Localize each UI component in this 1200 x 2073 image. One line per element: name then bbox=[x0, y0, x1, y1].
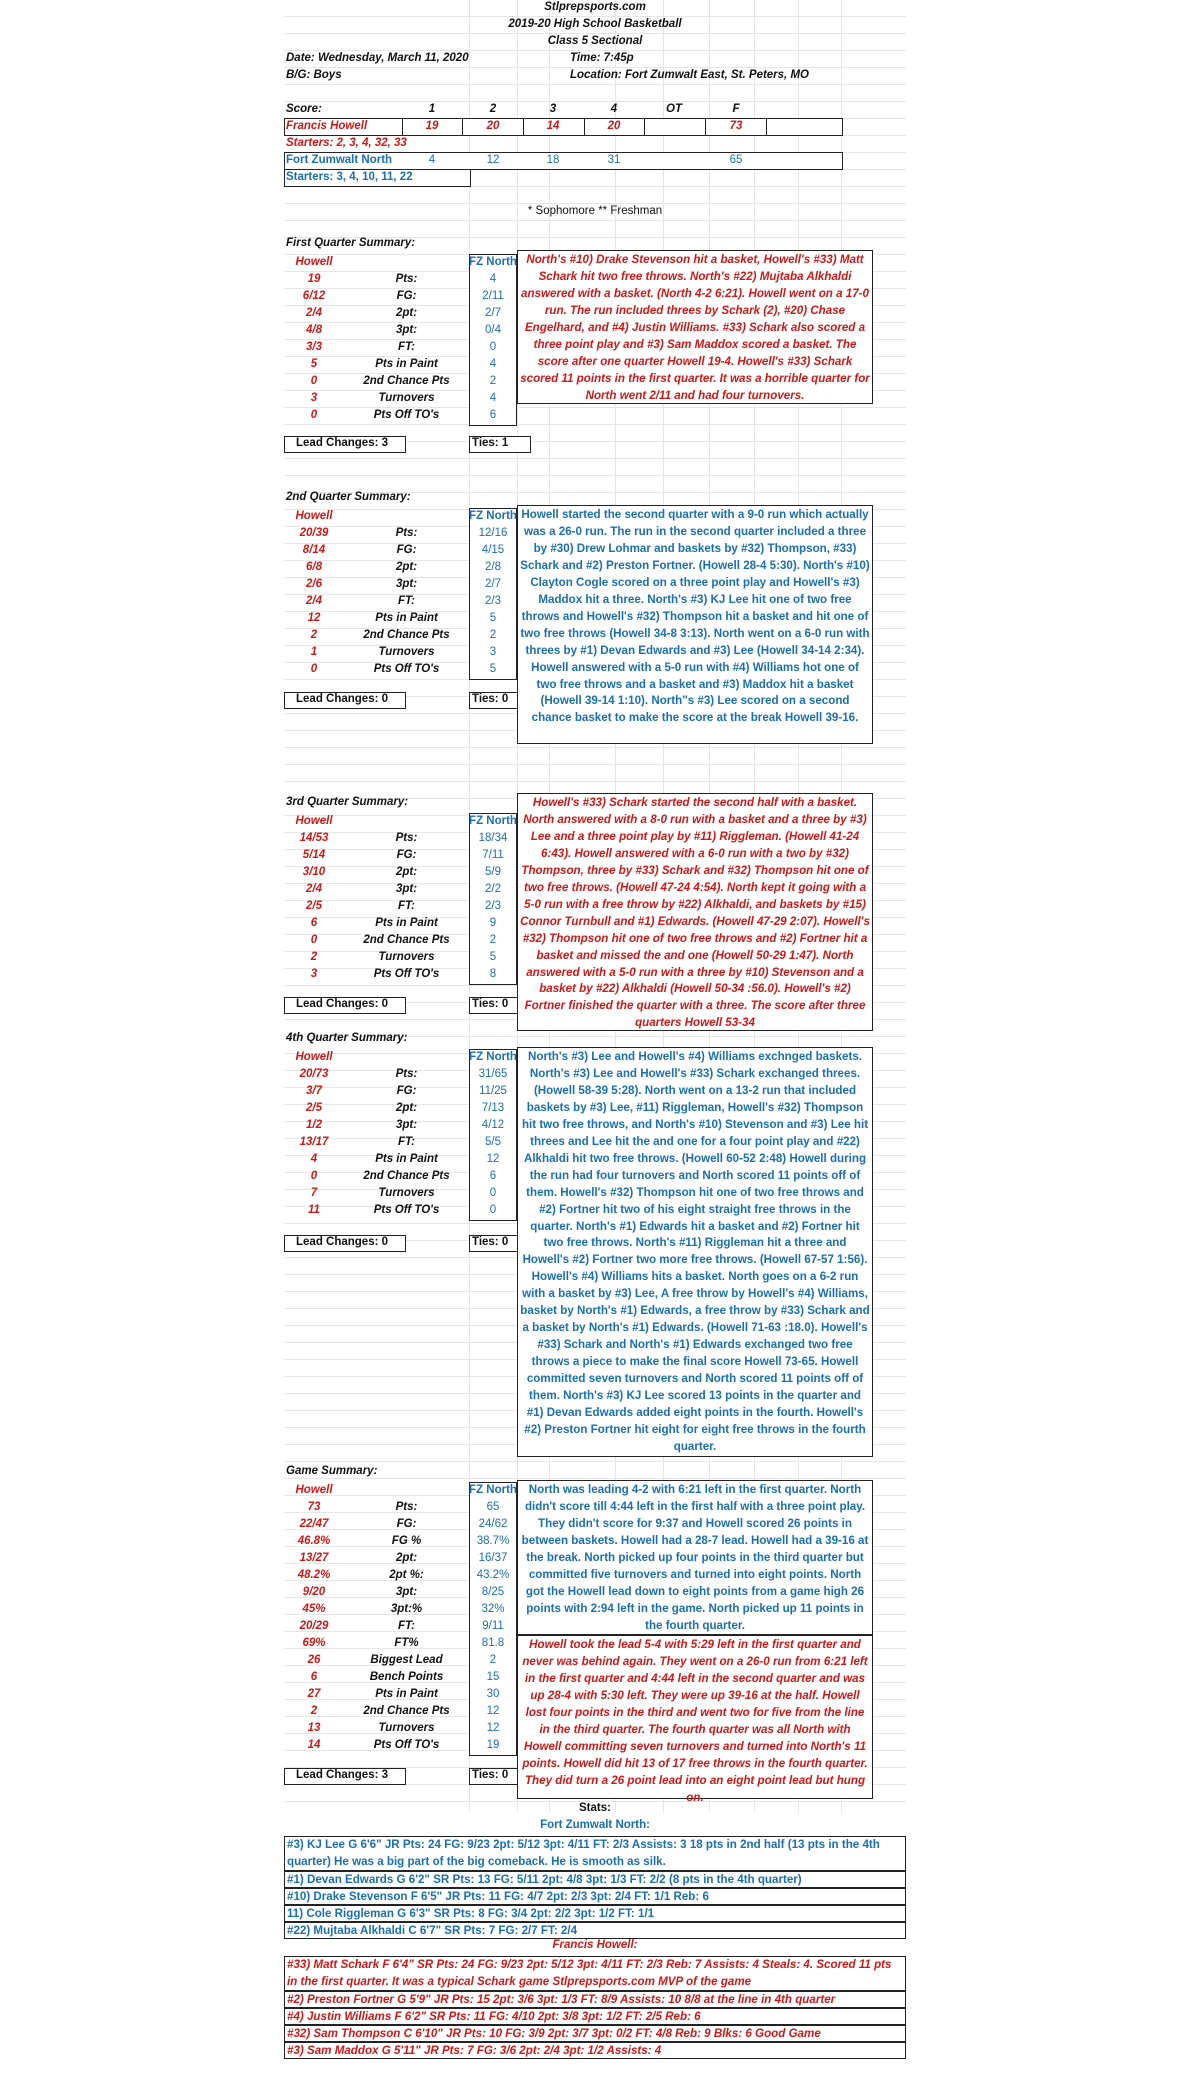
lead-changes: Lead Changes: 3 bbox=[296, 437, 389, 449]
player-stat-line: #32) Sam Thompson C 6'10" JR Pts: 10 FG: 3/9 2pt: 3/7 3pt: 0/2 FT: 4/8 Reb: 9 Blks: 6 Good Game bbox=[284, 2025, 906, 2042]
fz-north-stat-value: 2 bbox=[489, 629, 497, 641]
grid-row-line bbox=[284, 407, 906, 408]
stat-label: Bench Points bbox=[369, 1671, 444, 1683]
stat-label: Pts in Paint bbox=[375, 358, 438, 370]
home-starters: Starters: 2, 3, 4, 32, 33 bbox=[286, 137, 407, 149]
howell-stat-value: 2 bbox=[310, 629, 318, 641]
fz-north-stat-value: 6 bbox=[489, 409, 497, 421]
howell-stat-value: 3/3 bbox=[306, 341, 322, 353]
stat-label: Pts Off TO's bbox=[373, 1739, 440, 1751]
howell-stat-value: 13 bbox=[307, 1722, 321, 1734]
howell-stat-value: 20/29 bbox=[299, 1620, 329, 1632]
lead-changes: Lead Changes: 3 bbox=[296, 1769, 389, 1781]
howell-stat-value: 3 bbox=[310, 968, 318, 980]
grid-row-line bbox=[284, 747, 906, 748]
stat-label: 2nd Chance Pts bbox=[363, 375, 450, 387]
gender: B/G: Boys bbox=[286, 69, 342, 81]
howell-stat-value: 2/4 bbox=[306, 307, 322, 319]
q2-title: 2nd Quarter Summary: bbox=[286, 491, 411, 503]
howell-stat-value: 20/39 bbox=[299, 527, 329, 539]
game-summary-paragraph: North was leading 4-2 with 6:21 left in the first quarter. North didn't score till 4:44 left in the first half with a three point play. They didn't score for 9:37 and Howell scored 26 points in between baskets. Howell had a 28-7 lead. Howell had a 39-16 at the break. North picked up four points in the third quarter but committed five turnovers and turned into eight points. North got the Howell lead down to eight points from a game high 26 points with 2:94 left in the game. North picked up 11 points in the fourth quarter. bbox=[517, 1480, 873, 1635]
fz-north-stat-value: 43.2% bbox=[476, 1569, 510, 1581]
stat-label: FG % bbox=[391, 1535, 422, 1547]
howell-stat-value: 2/5 bbox=[306, 900, 322, 912]
fz-north-stat-value: 81.8 bbox=[481, 1637, 505, 1649]
class-title: Class 5 Sectional bbox=[547, 35, 643, 47]
howell-stat-value: 14/53 bbox=[299, 832, 329, 844]
grid-row-line bbox=[284, 50, 906, 51]
game-title: Game Summary: bbox=[286, 1465, 378, 1477]
stat-label: Pts: bbox=[395, 1068, 418, 1080]
howell-stat-value: 2/6 bbox=[306, 578, 322, 590]
stat-label: Pts Off TO's bbox=[373, 968, 440, 980]
box-score-sheet bbox=[284, 0, 906, 2073]
q3-summary-paragraph: Howell's #33) Schark started the second half with a basket. North answered with a 8-0 run with a basket and a three by #3) Lee and a three point play by #11) Riggleman. (Howell 41-24 6:43). Howell answered with a 6-0 run with a two by #32) Thompson, three by #33) Schark and #32) Thompson hit one of two free throws. (Howell 47-24 4:54). North kept it going with a 5-0 run with a free throw by #22) Alkhaldi, and baskets by #15) Connor Turnbull and #1) Edwards. (Howell 47-29 2:07). Howell's #32) Thompson hit one of two free throws and #2) Fortner hit a basket and missed the and one (Howell 50-29 1:47). North answered with a 5-0 run with a three by #10) Stevenson and a basket by #22) Alkhaldi (Howell 50-34 :56.0). Howell's #2) Fortner finished the quarter with a three. The score after three quarters Howell 53-34 bbox=[517, 793, 873, 1031]
grid-row-line bbox=[284, 475, 906, 476]
fz-north-stat-value: 2 bbox=[489, 375, 497, 387]
game-time: Time: 7:45p bbox=[570, 52, 634, 64]
stat-label: 2pt: bbox=[395, 1102, 418, 1114]
fz-north-stat-value: 2/7 bbox=[485, 578, 501, 590]
stat-label: 3pt: bbox=[395, 1586, 418, 1598]
stat-label: Turnovers bbox=[378, 646, 435, 658]
stat-label: 2nd Chance Pts bbox=[363, 1705, 450, 1717]
howell-stat-value: 3/7 bbox=[306, 1085, 322, 1097]
fz-north-stat-value: 7/11 bbox=[482, 849, 504, 861]
fz-north-stat-value: 12 bbox=[486, 1153, 500, 1165]
howell-stat-value: 19 bbox=[307, 273, 321, 285]
stat-label: 3pt:% bbox=[390, 1603, 423, 1615]
stat-label: Pts in Paint bbox=[375, 1153, 438, 1165]
fz-north-stat-value: 4/15 bbox=[481, 544, 505, 556]
score-cell-divider bbox=[523, 118, 524, 135]
home-period-score: 20 bbox=[607, 120, 621, 132]
fz-north-stat-value: 2/7 bbox=[485, 307, 501, 319]
fz-north-stat-value: 30 bbox=[486, 1688, 500, 1700]
fz-north-stat-value: 8 bbox=[489, 968, 497, 980]
fz-north-stat-value: 19 bbox=[486, 1739, 500, 1751]
stat-label: Pts Off TO's bbox=[373, 663, 440, 675]
fz-north-stat-value: 2/2 bbox=[485, 883, 501, 895]
howell-stat-value: 1 bbox=[310, 646, 318, 658]
fz-north-stat-value: 0 bbox=[489, 341, 497, 353]
q1-title: First Quarter Summary: bbox=[286, 237, 416, 249]
howell-stat-value: 48.2% bbox=[297, 1569, 331, 1581]
howell-stat-value: 9/20 bbox=[302, 1586, 326, 1598]
stat-label: FG: bbox=[396, 849, 417, 861]
stat-label: 2pt: bbox=[395, 307, 418, 319]
fz-north-stat-value: 11/25 bbox=[479, 1085, 507, 1097]
fz-north-stat-value: 31/65 bbox=[478, 1068, 508, 1080]
player-stat-line: #22) Mujtaba Alkhaldi C 6'7" SR Pts: 7 FG: 2/7 FT: 2/4 bbox=[284, 1922, 906, 1939]
howell-stat-value: 46.8% bbox=[297, 1535, 331, 1547]
home-period-score: 19 bbox=[425, 120, 439, 132]
grid-row-line bbox=[284, 220, 906, 221]
stat-label: Turnovers bbox=[378, 1722, 435, 1734]
stat-label: 2nd Chance Pts bbox=[363, 629, 450, 641]
fz-north-stat-value: 2/3 bbox=[485, 900, 501, 912]
fz-north-stat-value: 5/9 bbox=[485, 866, 501, 878]
fz-north-stat-value: 24/62 bbox=[478, 1518, 508, 1530]
howell-stats-title: Francis Howell: bbox=[552, 1939, 638, 1951]
stat-label: FG: bbox=[396, 290, 417, 302]
ties: Ties: 1 bbox=[472, 437, 509, 449]
howell-stat-value: 4/8 bbox=[306, 324, 322, 336]
howell-stat-value: 12 bbox=[307, 612, 321, 624]
stat-label: Pts in Paint bbox=[375, 917, 438, 929]
howell-stat-value: 0 bbox=[310, 663, 318, 675]
player-stat-line: #3) Sam Maddox G 5'11" JR Pts: 7 FG: 3/6 2pt: 2/4 3pt: 1/2 Assists: 4 bbox=[284, 2042, 906, 2059]
site-title: Stlprepsports.com bbox=[544, 1, 646, 13]
stat-label: Pts: bbox=[395, 832, 418, 844]
stat-label: FG: bbox=[396, 1085, 417, 1097]
howell-column-header: Howell bbox=[295, 1484, 333, 1496]
fz-north-stat-value: 12 bbox=[486, 1705, 500, 1717]
fz-north-stat-value: 4 bbox=[489, 392, 497, 404]
fz-north-stat-value: 18/34 bbox=[478, 832, 508, 844]
stat-label: 3pt: bbox=[395, 883, 418, 895]
ties: Ties: 0 bbox=[472, 1236, 509, 1248]
location: Location: Fort Zumwalt East, St. Peters, MO bbox=[570, 69, 809, 81]
stat-label: FT% bbox=[394, 1637, 419, 1649]
stat-label: 2pt: bbox=[395, 1552, 418, 1564]
howell-stat-value: 0 bbox=[310, 409, 318, 421]
stat-label: 2nd Chance Pts bbox=[363, 1170, 450, 1182]
howell-stat-value: 2 bbox=[310, 951, 318, 963]
player-stat-line: #33) Matt Schark F 6'4" SR Pts: 24 FG: 9/23 2pt: 5/12 3pt: 4/11 FT: 2/3 Reb: 7 Assists: 4 Steals: 4. Scored 11 pts in the first quarter. It was a typical Schark game Stlprepsports.com MVP of the game bbox=[284, 1956, 906, 1991]
fz-north-stat-value: 5 bbox=[489, 951, 497, 963]
howell-stat-value: 13/17 bbox=[299, 1136, 329, 1148]
howell-stat-value: 0 bbox=[310, 375, 318, 387]
stat-label: Pts: bbox=[395, 1501, 418, 1513]
fz-north-stat-value: 12/16 bbox=[478, 527, 508, 539]
score-column-header: F bbox=[732, 103, 740, 115]
howell-stat-value: 73 bbox=[307, 1501, 321, 1513]
howell-stat-value: 5/14 bbox=[302, 849, 326, 861]
stats-title: Stats: bbox=[579, 1802, 611, 1814]
fz-north-stat-value: 9/11 bbox=[482, 1620, 504, 1632]
score-column-header: 3 bbox=[549, 103, 557, 115]
howell-stat-value: 6/8 bbox=[306, 561, 322, 573]
stat-label: Pts Off TO's bbox=[373, 1204, 440, 1216]
fz-north-stat-value: 38.7% bbox=[476, 1535, 510, 1547]
howell-stat-value: 22/47 bbox=[299, 1518, 329, 1530]
howell-stat-value: 69% bbox=[302, 1637, 326, 1649]
fz-north-stat-value: 16/37 bbox=[478, 1552, 508, 1564]
stat-label: Turnovers bbox=[378, 392, 435, 404]
away-period-score: 12 bbox=[486, 154, 500, 166]
howell-stat-value: 2/4 bbox=[306, 595, 322, 607]
howell-stat-value: 6 bbox=[310, 917, 318, 929]
away-period-score: 65 bbox=[729, 154, 743, 166]
grid-row-line bbox=[284, 84, 906, 85]
grid-row-line bbox=[284, 458, 906, 459]
howell-stat-value: 6/12 bbox=[302, 290, 326, 302]
lead-changes: Lead Changes: 0 bbox=[296, 1236, 389, 1248]
stat-label: Turnovers bbox=[378, 1187, 435, 1199]
stat-label: FG: bbox=[396, 544, 417, 556]
stat-label: Pts in Paint bbox=[375, 612, 438, 624]
home-period-score: 20 bbox=[486, 120, 500, 132]
howell-column-header: Howell bbox=[295, 510, 333, 522]
stat-label: FT: bbox=[397, 595, 416, 607]
score-label: Score: bbox=[286, 103, 322, 115]
north-stats-title: Fort Zumwalt North: bbox=[540, 1819, 650, 1831]
stat-label: FT: bbox=[397, 900, 416, 912]
fz-north-stat-value: 5 bbox=[489, 663, 497, 675]
fz-north-stat-value: 6 bbox=[489, 1170, 497, 1182]
lead-changes: Lead Changes: 0 bbox=[296, 693, 389, 705]
fz-north-column-header: FZ North bbox=[469, 815, 517, 827]
fz-north-stat-value: 0/4 bbox=[485, 324, 501, 336]
score-cell-divider bbox=[462, 118, 463, 135]
fz-north-stat-value: 7/13 bbox=[481, 1102, 505, 1114]
howell-stat-value: 27 bbox=[307, 1688, 321, 1700]
stat-label: 3pt: bbox=[395, 578, 418, 590]
away-starters: Starters: 3, 4, 10, 11, 22 bbox=[286, 171, 413, 183]
howell-stat-value: 7 bbox=[310, 1187, 318, 1199]
season-title: 2019-20 High School Basketball bbox=[508, 18, 682, 30]
howell-stat-value: 2 bbox=[310, 1705, 318, 1717]
fz-north-stat-value: 2/3 bbox=[485, 595, 501, 607]
fz-north-stat-value: 5/5 bbox=[485, 1136, 501, 1148]
howell-stat-value: 3/10 bbox=[302, 866, 326, 878]
away-period-score: 4 bbox=[428, 154, 436, 166]
home-period-score: 14 bbox=[546, 120, 560, 132]
q2-summary-paragraph: Howell started the second quarter with a 9-0 run which actually was a 26-0 run. The run in the second quarter included a three by #30) Drew Lohmar and baskets by #32) Thompson, #33) Schark and #2) Preston Fortner. (Howell 28-4 5:30). North's #10) Clayton Cogle scored on a three point play and Howell's #3) Maddox hit a three. North's #3) KJ Lee hit one of two free throws and Howell's #32) Thompson hit a basket and hit one of two free throws (Howell 34-8 3:13). North went on a 6-0 run with threes by #1) Devan Edwards and #3) Lee (Howell 34-14 2:34). Howell answered with a 5-0 run with #4) Williams hot one of two free throws and a basket and #3) Maddox hit a basket (Howell 39-14 1:10). North"s #3) Lee scored on a second chance basket to make the score at the break Howell 39-16. bbox=[517, 505, 873, 744]
howell-stat-value: 14 bbox=[307, 1739, 321, 1751]
stat-label: 2pt: bbox=[395, 561, 418, 573]
grid-row-line bbox=[284, 424, 906, 425]
player-stat-line: #3) KJ Lee G 6'6" JR Pts: 24 FG: 9/23 2pt: 5/12 3pt: 4/11 FT: 2/3 Assists: 3 18 pts in 2nd half (13 pts in the 4th quarter) He was a big part of the big comeback. He is smooth as silk. bbox=[284, 1836, 906, 1871]
fz-north-column-header: FZ North bbox=[469, 1484, 517, 1496]
howell-stat-value: 1/2 bbox=[306, 1119, 322, 1131]
fz-north-stat-value: 3 bbox=[489, 646, 497, 658]
stat-label: Pts: bbox=[395, 527, 418, 539]
q4-summary-paragraph: North's #3) Lee and Howell's #4) Williams exchnged baskets. North's #3) Lee and Howell's #33) Schark exchanged threes. (Howell 58-39 5:28). North went on a 13-2 run that included baskets by #3) Lee, #11) Riggleman, Howell's #32) Thompson hit two free throws, and North's #10) Stevenson and #3) Lee hit threes and Lee hit the and one for a four point play and #22) Alkhaldi hit two free throws. (Howell 60-52 2:48) Howell during the run had four turnovers and North scored 11 points off of them. Howell's #32) Thompson hit one of two free throws and #2) Fortner hit two of his eight straight free throws in the quarter. North's #1) Edwards hit a basket and #2) Fortner hit two free throws. North's #11) Riggleman hit a three and Howell's #2) Fortner two more free throws. (Howell 67-57 1:56). Howell's #4) Williams hits a basket. North goes on a 6-2 run with a basket by #3) Lee, A free throw by Howell's #4) Williams, basket by North's #1) Edwards, a free throw by #33) Schark and a basket by North's #1) Edwards. (Howell 71-63 :18.0). Howell's #33) Schark and North's #1) Edwards exchanged two free throws a piece to make the final score Howell 73-65. Howell committed seven turnovers and North scored 11 points off of them. North's #3) KJ Lee scored 13 points in the quarter and #1) Devan Edwards added eight points in the fourth. Howell's #2) Preston Fortner hit eight for eight free throws in the fourth quarter. bbox=[517, 1047, 873, 1457]
fz-north-stat-value: 4/12 bbox=[481, 1119, 505, 1131]
score-column-header: 4 bbox=[610, 103, 618, 115]
stat-label: Pts Off TO's bbox=[373, 409, 440, 421]
grid-row-line bbox=[284, 203, 906, 204]
howell-stat-value: 13/27 bbox=[299, 1552, 329, 1564]
fz-north-stat-value: 4 bbox=[489, 358, 497, 370]
howell-stat-value: 4 bbox=[310, 1153, 318, 1165]
fz-north-stat-value: 0 bbox=[489, 1187, 497, 1199]
q1-summary-paragraph: North's #10) Drake Stevenson hit a basket, Howell's #33) Matt Schark hit two free throws. North's #22) Mujtaba Alkhaldi answered with a basket. (North 4-2 6:21). Howell went on a 17-0 run. The run included threes by Schark (2), #20) Chase Engelhard, and #4) Justin Williams. #33) Schark also scored a three point play and #3) Sam Maddox scored a basket. The score after one quarter Howell 19-4. Howell's #33) Schark scored 11 points in the first quarter. It was a horrible quarter for North went 2/11 and had four turnovers. bbox=[517, 250, 873, 404]
howell-column-header: Howell bbox=[295, 1051, 333, 1063]
grid-row-line bbox=[284, 781, 906, 782]
stat-label: FT: bbox=[397, 1620, 416, 1632]
lead-changes: Lead Changes: 0 bbox=[296, 998, 389, 1010]
grid-row-line bbox=[284, 67, 906, 68]
fz-north-stat-value: 65 bbox=[486, 1501, 500, 1513]
score-cell-divider bbox=[402, 118, 403, 135]
howell-column-header: Howell bbox=[295, 256, 333, 268]
grid-row-line bbox=[284, 764, 906, 765]
score-cell-divider bbox=[705, 118, 706, 135]
player-stat-line: #2) Preston Fortner G 5'9" JR Pts: 15 2pt: 3/6 3pt: 1/3 FT: 8/9 Assists: 10 8/8 at the line in 4th quarter bbox=[284, 1991, 906, 2008]
score-cell-divider bbox=[766, 118, 767, 135]
stat-label: Pts: bbox=[395, 273, 418, 285]
stat-label: 2nd Chance Pts bbox=[363, 934, 450, 946]
fz-north-column-header: FZ North bbox=[469, 256, 517, 268]
stat-label: Pts in Paint bbox=[375, 1688, 438, 1700]
howell-stat-value: 45% bbox=[302, 1603, 326, 1615]
fz-north-column-header: FZ North bbox=[469, 510, 517, 522]
ties: Ties: 0 bbox=[472, 998, 509, 1010]
ties: Ties: 0 bbox=[472, 1769, 509, 1781]
fz-north-stat-value: 15 bbox=[486, 1671, 500, 1683]
score-column-header: OT bbox=[666, 103, 682, 115]
score-cell-divider bbox=[644, 118, 645, 135]
away-period-score: 31 bbox=[607, 154, 621, 166]
q3-title: 3rd Quarter Summary: bbox=[286, 796, 409, 808]
class-note: * Sophomore ** Freshman bbox=[527, 205, 663, 217]
fz-north-stat-value: 4 bbox=[489, 273, 497, 285]
stat-label: 3pt: bbox=[395, 324, 418, 336]
howell-stat-value: 6 bbox=[310, 1671, 318, 1683]
ties: Ties: 0 bbox=[472, 693, 509, 705]
stat-label: 3pt: bbox=[395, 1119, 418, 1131]
player-stat-line: #4) Justin Williams F 6'2" SR Pts: 11 FG: 4/10 2pt: 3/8 3pt: 1/2 FT: 2/5 Reb: 6 bbox=[284, 2008, 906, 2025]
stat-label: 2pt %: bbox=[389, 1569, 424, 1581]
stat-label: Biggest Lead bbox=[370, 1654, 443, 1666]
q4-title: 4th Quarter Summary: bbox=[286, 1032, 408, 1044]
stat-label: Turnovers bbox=[378, 951, 435, 963]
howell-stat-value: 0 bbox=[310, 934, 318, 946]
game-howell-summary-paragraph: Howell took the lead 5-4 with 5:29 left in the first quarter and never was behind again. They went on a 26-0 run from 6:21 left in the first quarter and 4:44 left in the second quarter and was up 28-4 with 5:30 left. They were up 39-16 at the half. Howell lost four points in the third and went two for five from the line in the third quarter. The fourth quarter was all North with Howell committing seven turnovers and turned into North's 11 points. Howell did hit 13 of 17 free throws in the fourth quarter. They did turn a 26 point lead into an eight point lead but hung on. bbox=[517, 1635, 873, 1799]
player-stat-line: #10) Drake Stevenson F 6'5" JR Pts: 11 FG: 4/7 2pt: 2/3 3pt: 2/4 FT: 1/1 Reb: 6 bbox=[284, 1888, 906, 1905]
score-column-header: 1 bbox=[428, 103, 436, 115]
grid-row-line bbox=[284, 16, 906, 17]
grid-row-line bbox=[284, 1478, 906, 1479]
stat-label: 2pt: bbox=[395, 866, 418, 878]
fz-north-stat-value: 0 bbox=[489, 1204, 497, 1216]
game-date: Date: Wednesday, March 11, 2020 bbox=[286, 52, 469, 64]
howell-stat-value: 8/14 bbox=[302, 544, 326, 556]
howell-stat-value: 0 bbox=[310, 1170, 318, 1182]
fz-north-column-header: FZ North bbox=[469, 1051, 517, 1063]
fz-north-stat-value: 32% bbox=[481, 1603, 505, 1615]
score-cell-divider bbox=[584, 118, 585, 135]
player-stat-line: #1) Devan Edwards G 6'2" SR Pts: 13 FG: 5/11 2pt: 4/8 3pt: 1/3 FT: 2/2 (8 pts in the 4th quarter) bbox=[284, 1871, 906, 1888]
away-period-score: 18 bbox=[546, 154, 560, 166]
home-team-name: Francis Howell bbox=[286, 120, 368, 132]
howell-stat-value: 2/4 bbox=[306, 883, 322, 895]
stat-label: FT: bbox=[397, 341, 416, 353]
grid-row-line bbox=[284, 1461, 906, 1462]
fz-north-stat-value: 2 bbox=[489, 1654, 497, 1666]
score-column-header: 2 bbox=[489, 103, 497, 115]
fz-north-stat-value: 2/11 bbox=[482, 290, 504, 302]
fz-north-stat-value: 2 bbox=[489, 934, 497, 946]
stat-label: FG: bbox=[396, 1518, 417, 1530]
fz-north-stat-value: 5 bbox=[489, 612, 497, 624]
howell-stat-value: 2/5 bbox=[306, 1102, 322, 1114]
fz-north-stat-value: 12 bbox=[486, 1722, 500, 1734]
stat-label: FT: bbox=[397, 1136, 416, 1148]
howell-stat-value: 5 bbox=[310, 358, 318, 370]
howell-stat-value: 11 bbox=[308, 1204, 320, 1216]
player-stat-line: 11) Cole Riggleman G 6'3" SR Pts: 8 FG: 3/4 2pt: 2/2 3pt: 1/2 FT: 1/1 bbox=[284, 1905, 906, 1922]
fz-north-stat-value: 2/8 bbox=[485, 561, 501, 573]
grid-row-line bbox=[284, 33, 906, 34]
howell-column-header: Howell bbox=[295, 815, 333, 827]
grid-row-line bbox=[284, 101, 906, 102]
fz-north-stat-value: 9 bbox=[489, 917, 497, 929]
away-team-name: Fort Zumwalt North bbox=[286, 154, 393, 166]
howell-stat-value: 26 bbox=[307, 1654, 321, 1666]
howell-stat-value: 20/73 bbox=[299, 1068, 329, 1080]
howell-stat-value: 3 bbox=[310, 392, 318, 404]
fz-north-stat-value: 8/25 bbox=[481, 1586, 505, 1598]
home-period-score: 73 bbox=[729, 120, 743, 132]
